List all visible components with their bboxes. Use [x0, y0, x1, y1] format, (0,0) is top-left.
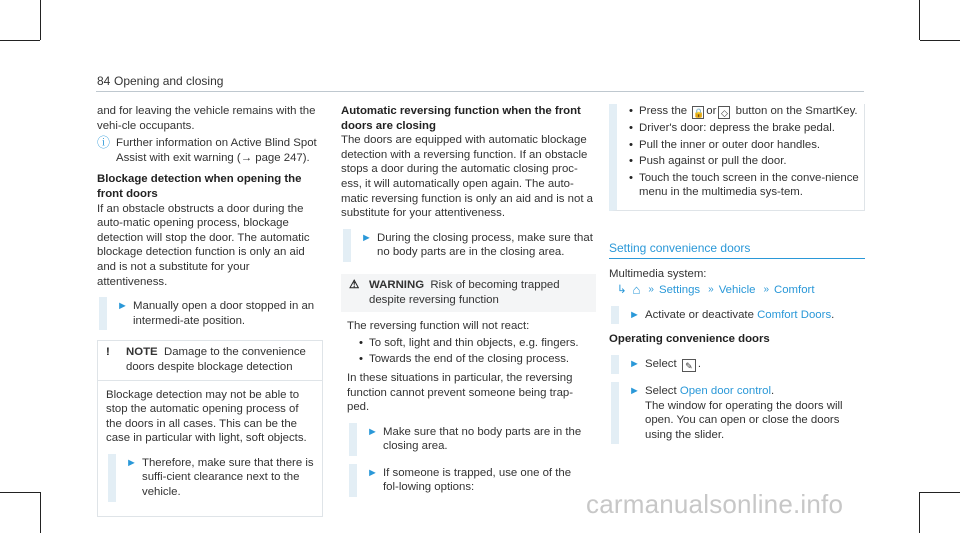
section-body: If an obstacle obstructs a door during the auto-matic opening process, blockage detection will stop the door. The automatic blockage detection function is only an aid and is not a substitute for your attentiveness. [97, 202, 310, 288]
note-label: NOTE [126, 346, 158, 359]
list-item: • Push against or pull the door. [629, 154, 864, 169]
warning-text: In these situations in particular, the reversing function cannot prevent someone being trap-ped. [347, 371, 574, 414]
column-middle [341, 104, 596, 511]
note-text: Blockage detection may not be able to stop the automatic opening process of the doors in all cases. This can be the case in particular with light, soft objects. [106, 388, 307, 445]
step-arrow-icon: ► [126, 456, 137, 469]
warning-triangle-icon: ⚠ [349, 278, 360, 291]
page-number: 84 [97, 74, 111, 88]
step-text: Therefore, make sure that there is suffi-cient clearance next to the vehicle. [142, 456, 314, 499]
options-continuation [609, 104, 865, 211]
page-header-title: Opening and closing [114, 74, 224, 88]
watermark: carmanualsonline.info [586, 489, 844, 519]
instruction-step: ► Select ✎ . [611, 355, 865, 374]
section-body: The doors are equipped with automatic blockage detection with a reversing function. If an obstacle stops a door during the automatic closing proc-ess, it will automatically open again. The auto-matic reversing function is only an aid and is not a substitute for your attentiveness. [341, 134, 593, 220]
instruction-step [343, 229, 596, 262]
warning-body [341, 312, 596, 511]
intro-text: and for leaving the vehicle remains with the vehi-cle occupants. [97, 105, 316, 132]
path-settings[interactable]: Settings [658, 284, 701, 297]
instruction-step [349, 423, 588, 456]
path-arrow-icon: » [648, 284, 654, 296]
info-note-text: Further information on Active Blind Spot Assist with exit warning (→ page 247). [116, 137, 317, 164]
home-icon: ⌂ [632, 282, 641, 298]
list-item: • Pull the inner or outer door handles. [629, 138, 864, 153]
pen-icon: ✎ [682, 359, 696, 372]
section-heading: Automatic reversing function when the front doors are closing [341, 105, 581, 132]
path-arrow-icon: » [708, 284, 714, 296]
options-list [617, 104, 864, 200]
step-arrow-icon: ► [367, 425, 378, 438]
unlock-key-icon: ◇ [718, 106, 730, 119]
section-heading: Operating convenience doors [609, 333, 770, 346]
instruction-step [99, 297, 323, 330]
instruction-step: ► Select Open door control. The window for operating the doors will open. You can open or close the doors using the slider. [611, 382, 865, 444]
crop-mark [0, 40, 40, 41]
column-right [609, 104, 865, 452]
instruction-step: ► Activate or deactivate Comfort Doors. [611, 306, 865, 325]
step-arrow-icon: ► [361, 231, 372, 244]
instruction-step [349, 464, 588, 497]
note-header [98, 341, 322, 379]
instruction-step [108, 454, 314, 502]
lock-key-icon: 🔒 [693, 108, 705, 118]
crop-mark [919, 492, 920, 533]
list-item: • Press the 🔒 or ◇ button on the SmartKey. [629, 104, 864, 119]
step-text: The window for operating the doors will open. You can open or close the doors using the slider. [645, 399, 843, 441]
path-vehicle[interactable]: Vehicle [718, 284, 756, 297]
header-divider [96, 91, 864, 92]
crop-mark [919, 0, 920, 40]
path-start-icon: ↳ [617, 284, 627, 297]
open-door-control-link[interactable]: Open door control [679, 384, 772, 397]
crop-mark [40, 0, 41, 40]
info-note [97, 136, 323, 165]
note-body [98, 380, 322, 516]
list-item: • Driver's door: depress the brake pedal. [629, 121, 864, 136]
comfort-doors-link[interactable]: Comfort Doors [757, 308, 832, 321]
note-icon: ! [106, 346, 110, 359]
list-item: • Towards the end of the closing process. [359, 352, 588, 367]
warning-label: WARNING [369, 278, 425, 291]
column-left [97, 104, 323, 517]
multimedia-label: Multimedia system: [609, 267, 707, 280]
warning-box [341, 274, 596, 511]
step-arrow-icon: ► [629, 357, 640, 370]
note-box [97, 340, 323, 516]
warning-intro: The reversing function will not react: [347, 320, 530, 333]
list-item: • To soft, light and thin objects, e.g. fingers. [359, 336, 588, 351]
step-arrow-icon: ► [629, 384, 640, 397]
crop-mark [920, 492, 960, 493]
crop-mark [0, 492, 40, 493]
note-title: Damage to the convenience doors despite blockage detection [126, 346, 306, 373]
path-arrow-icon: » [763, 284, 769, 296]
section-title: Setting convenience doors [609, 241, 865, 259]
step-arrow-icon: ► [629, 308, 640, 321]
path-comfort[interactable]: Comfort [774, 284, 815, 297]
menu-path [609, 283, 865, 298]
step-text: During the closing process, make sure that no body parts are in the closing area. [377, 231, 593, 259]
info-icon: ⓘ [97, 135, 111, 151]
warning-title: Risk of becoming trapped despite reversing function [369, 278, 560, 306]
step-arrow-icon: ► [117, 300, 128, 313]
step-arrow-icon: ► [367, 466, 378, 479]
warning-header [341, 274, 596, 312]
crop-mark [40, 492, 41, 533]
section-heading: Blockage detection when opening the front doors [97, 173, 302, 200]
crop-mark [920, 40, 960, 41]
list-item: • Touch the touch screen in the conve-nience menu in the multimedia sys-tem. [629, 171, 864, 200]
step-text: Make sure that no body parts are in the closing area. [383, 425, 582, 453]
step-text: If someone is trapped, use one of the fol-lowing options: [383, 466, 572, 494]
step-text: Manually open a door stopped in an intermedi-ate position. [133, 300, 315, 327]
warning-bullets [347, 336, 588, 367]
